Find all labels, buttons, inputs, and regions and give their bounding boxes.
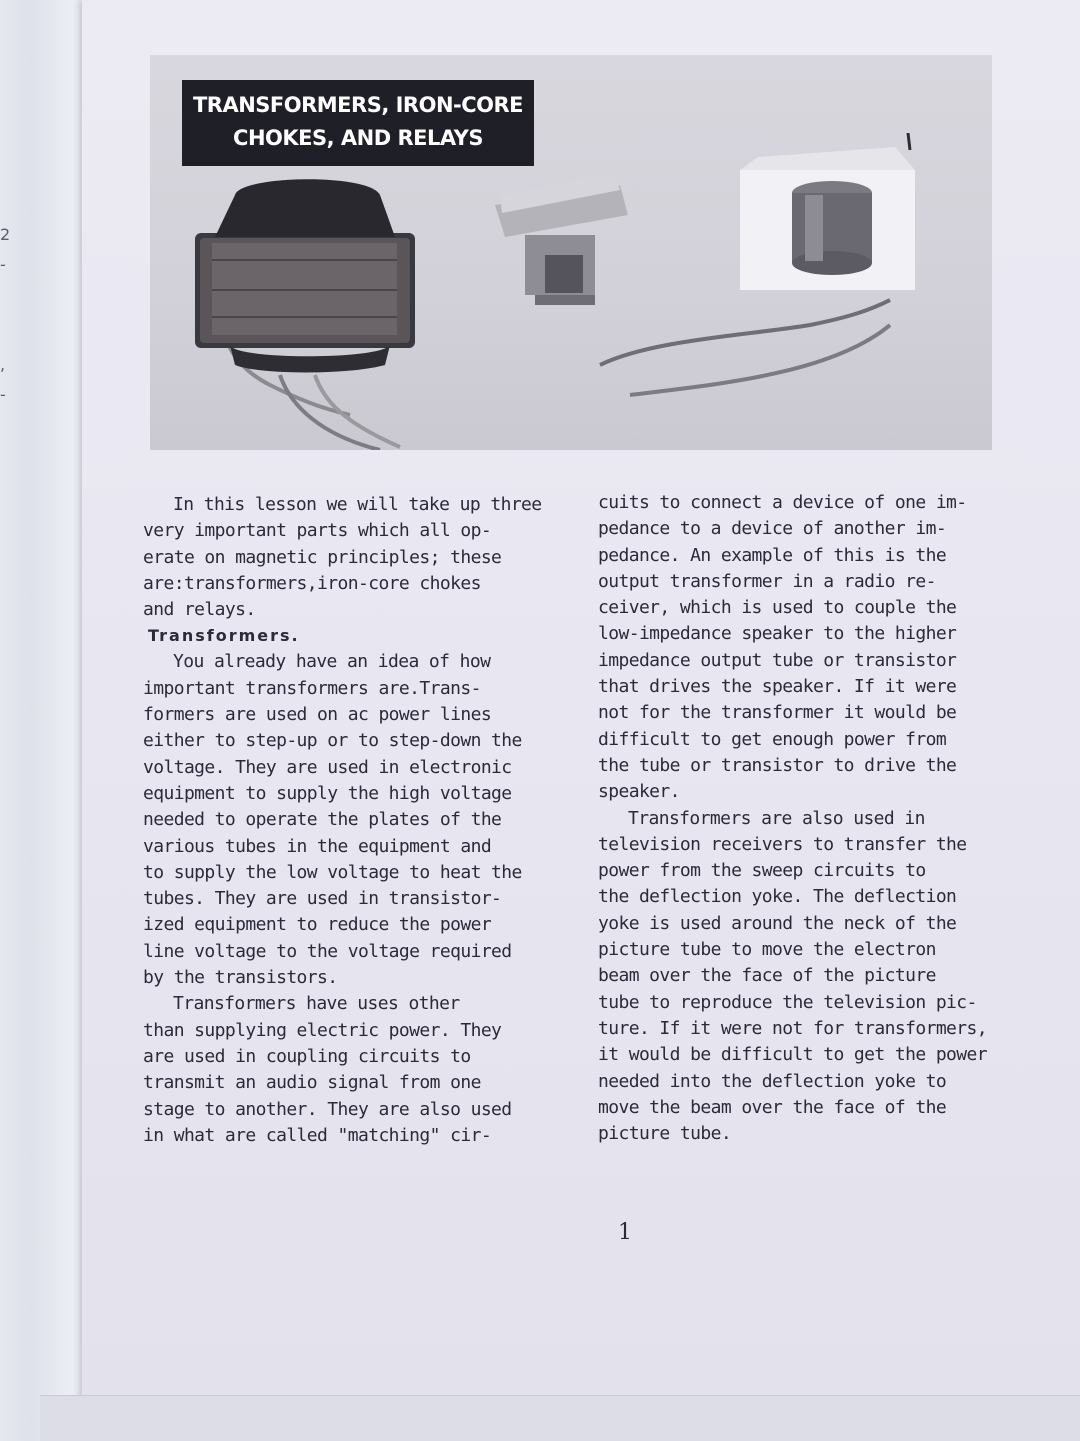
left-text-column (143, 492, 603, 1149)
text-line: tube to reproduce the television pic- (598, 991, 977, 1013)
text-line: to supply the low voltage to heat the (143, 861, 522, 883)
margin-mark: - (0, 385, 6, 404)
text-line: cuits to connect a device of one im- (598, 492, 967, 513)
text-line: picture tube. (598, 1123, 732, 1145)
text-line: low-impedance speaker to the higher (598, 623, 957, 645)
right-text-column (598, 490, 1068, 1147)
text-line: by the transistors. (143, 967, 338, 989)
text-line: needed to operate the plates of the (143, 809, 502, 831)
text-line: power from the sweep circuits to (598, 860, 926, 882)
text-line: ture. If it were not for transformers, (598, 1017, 988, 1039)
text-line: television receivers to transfer the (598, 833, 967, 855)
text-line: Transformers have uses other (173, 993, 460, 1015)
text-line: pedance. An example of this is the (598, 544, 947, 566)
text-line: and relays. (143, 599, 256, 621)
margin-mark: , (0, 355, 6, 374)
text-line: than supplying electric power. They (143, 1019, 502, 1041)
text-line: ized equipment to reduce the power (143, 914, 492, 936)
relay-illustration (495, 173, 628, 305)
title-line: CHOKES, AND RELAYS (233, 126, 483, 150)
text-line: that drives the speaker. If it were (598, 676, 957, 698)
text-line: yoke is used around the neck of the (598, 912, 957, 934)
body-paragraph (598, 806, 1068, 1148)
body-paragraph (143, 649, 603, 991)
text-line: needed into the deflection yoke to (598, 1070, 947, 1092)
text-line: output transformer in a radio re- (598, 570, 936, 592)
text-line: important transformers are.Trans- (143, 677, 481, 699)
text-line: it would be difficult to get the power (598, 1044, 988, 1066)
text-line: in what are called "matching" cir- (143, 1124, 492, 1146)
text-line: the deflection yoke. The deflection (598, 886, 957, 908)
text-line: very important parts which all op- (143, 520, 492, 542)
text-line: formers are used on ac power lines (143, 704, 492, 726)
text-line: line voltage to the voltage required (143, 940, 512, 962)
text-line: speaker. (598, 781, 680, 803)
text-line: pedance to a device of another im- (598, 518, 947, 540)
text-line: difficult to get enough power from (598, 728, 947, 750)
margin-mark: - (0, 255, 6, 274)
text-line: various tubes in the equipment and (143, 835, 492, 857)
margin-mark: 2 (0, 225, 11, 244)
text-line: picture tube to move the electron (598, 939, 936, 961)
text-line: transmit an audio signal from one (143, 1072, 481, 1094)
text-line: erate on magnetic principles; these (143, 546, 502, 568)
text-line: In this lesson we will take up three (173, 494, 542, 515)
text-line: beam over the face of the picture (598, 965, 936, 987)
components-photo (150, 55, 992, 450)
text-line: impedance output tube or transistor (598, 649, 957, 671)
text-line: Transformers are also used in (628, 807, 925, 829)
text-line: You already have an idea of how (173, 651, 491, 673)
text-line: move the beam over the face of the (598, 1096, 947, 1118)
transformer-illustration (195, 179, 415, 450)
text-line: ceiver, which is used to couple the (598, 597, 957, 619)
section-heading-transformers: Transformers. (148, 626, 300, 646)
title-line: TRANSFORMERS, IRON-CORE (192, 93, 524, 117)
text-line: are used in coupling circuits to (143, 1045, 471, 1067)
intro-paragraph (143, 492, 603, 623)
page-bottom-edge (40, 1395, 1080, 1441)
text-line: tubes. They are used in transistor- (143, 888, 502, 910)
text-line: are:transformers,iron-core chokes (143, 572, 481, 594)
iron-core-choke-illustration (600, 133, 915, 395)
left-page-margin-marks (0, 220, 14, 410)
page-number: 1 (618, 1220, 632, 1245)
text-line: stage to another. They are also used (143, 1098, 512, 1120)
body-paragraph (598, 490, 1068, 806)
lesson-title (182, 80, 534, 166)
text-line: the tube or transistor to drive the (598, 754, 957, 776)
text-line: voltage. They are used in electronic (143, 756, 512, 778)
text-line: not for the transformer it would be (598, 702, 957, 724)
text-line: either to step-up or to step-down the (143, 730, 522, 752)
body-paragraph (143, 991, 603, 1149)
text-line: equipment to supply the high voltage (143, 782, 512, 804)
